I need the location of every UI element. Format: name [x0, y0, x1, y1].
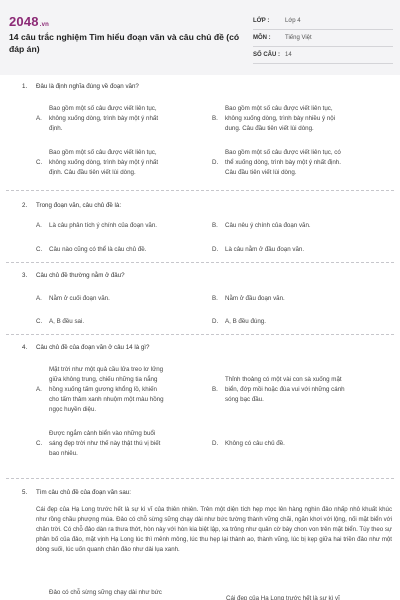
- meta-key: LỚP :: [253, 18, 270, 24]
- option-b[interactable]: [212, 221, 394, 231]
- meta-key: MÔN :: [253, 35, 271, 41]
- option-text: Không có câu chủ đề.: [225, 440, 285, 447]
- option-text: Câu nào cũng có thể là câu chủ đề.: [49, 246, 147, 253]
- question-number: 4.: [22, 344, 28, 351]
- option-line: biển, đớp mồi hoặc đùa vui với những cánh: [225, 386, 345, 393]
- option-letter: B.: [212, 386, 218, 393]
- question-text: Trong đoạn văn, câu chủ đề là:: [36, 202, 122, 209]
- option-text: Là câu phân tích ý chính của đoạn văn.: [49, 222, 158, 229]
- option-a[interactable]: [36, 588, 226, 598]
- option-letter: B.: [212, 295, 218, 302]
- option-line: không xuống dòng, trình bày một ý nhất: [49, 115, 159, 122]
- option-letter: D.: [212, 440, 219, 447]
- option-line: Bao gồm một số câu được viết liên tục,: [49, 105, 157, 112]
- reading-passage: Cái đẹp của Hạ Long trước hết là sự kì vĩ của thiên nhiên. Trên một diện tích hẹp mọc lên hàng nghìn đảo nhấp nhô khuất khúc như rồng chầu phượng múa. Đảo có chỗ sừng sững chạy dài như bức tường thành vững chãi, ngăn khơi với lộng, nối mặt biển với chân trời. Có chỗ đảo dàn ra thưa thớt, hòn này với hòn kia biệt lập, xa trông như quân cờ bày chon von trên mặt biển. Tùy theo sự phân bố của đảo, mặt vịnh Hạ Long lúc thì mênh mông, lúc thu hẹp lại thành ao, thành vũng, lúc bị kẹp giữa hai triền đảo như một dòng suối, lúc uốn quanh chân đảo như dải lụa xanh.: [36, 506, 392, 553]
- question-1: [22, 82, 392, 91]
- header: [0, 0, 400, 75]
- divider: [6, 190, 394, 191]
- option-line: sáng đẹp trời như thế này thật thú vị biết: [49, 440, 161, 447]
- option-text: A, B đều sai.: [49, 318, 85, 325]
- meta-value: 14: [285, 52, 292, 58]
- option-d[interactable]: [212, 148, 394, 178]
- option-letter: A.: [36, 386, 42, 393]
- question-text: Tìm câu chủ đề của đoạn văn sau:: [36, 489, 131, 496]
- option-letter: A.: [36, 222, 42, 229]
- option-c[interactable]: [36, 317, 206, 327]
- question-number: 1.: [22, 83, 28, 90]
- option-line: định.: [49, 125, 63, 132]
- question-number: 5.: [22, 489, 28, 496]
- meta-key: SỐ CÂU :: [253, 52, 280, 58]
- option-line: Thỉnh thoảng có một vài con sà xuống mặt: [225, 376, 342, 383]
- divider: [6, 262, 394, 263]
- option-letter: B.: [212, 222, 218, 229]
- question-5: [22, 488, 392, 497]
- question-number: 3.: [22, 272, 28, 279]
- option-letter: D.: [212, 159, 219, 166]
- option-text: Nằm ở đầu đoạn văn.: [225, 295, 285, 302]
- option-line: bao nhiêu.: [49, 450, 78, 457]
- option-text: A, B đều đúng.: [225, 318, 266, 325]
- option-letter: D.: [212, 246, 219, 253]
- meta-row-count: [253, 47, 393, 64]
- option-d[interactable]: [212, 317, 394, 327]
- option-d[interactable]: [212, 439, 394, 449]
- option-b[interactable]: [226, 594, 396, 600]
- option-d[interactable]: [212, 245, 394, 255]
- option-letter: C.: [36, 246, 43, 253]
- option-a[interactable]: [36, 294, 206, 304]
- option-a[interactable]: [36, 104, 206, 134]
- option-letter: A.: [36, 115, 42, 122]
- logo-suffix: .vn: [39, 22, 50, 28]
- option-letter: A.: [36, 295, 42, 302]
- question-4: [22, 343, 392, 352]
- option-line: không xuống dòng, trình bày một ý nhất: [49, 159, 159, 166]
- meta-value: Tiếng Việt: [285, 35, 312, 41]
- question-number: 2.: [22, 202, 28, 209]
- option-line: Được ngắm cảnh biển vào những buổi: [49, 430, 156, 437]
- option-line: giữa không trung, chiếu những tia nắng: [49, 376, 158, 383]
- option-line: không xuống dòng, trình bày nhiều ý nội: [225, 115, 336, 122]
- option-c[interactable]: [36, 245, 206, 255]
- meta-row-grade: [253, 13, 393, 30]
- option-b[interactable]: [212, 375, 394, 405]
- question-2: [22, 201, 392, 210]
- option-letter: C.: [36, 440, 43, 447]
- option-line: hồng xuống tấm gương khổng lồ, khiến: [49, 386, 157, 393]
- option-text: Nằm ở cuối đoạn văn.: [49, 295, 110, 302]
- site-logo[interactable]: [9, 14, 49, 29]
- option-line: dung. Câu đầu tiên viết lùi dòng.: [225, 125, 314, 132]
- question-text: Câu chủ đề của đoạn văn ở câu 14 là gì?: [36, 344, 150, 351]
- option-text: Đảo có chỗ sừng sững chạy dài như bức: [49, 589, 162, 596]
- option-a[interactable]: [36, 365, 206, 415]
- meta-value: Lớp 4: [285, 18, 301, 24]
- option-c[interactable]: [36, 148, 206, 178]
- option-line: Bao gồm một số câu được viết liên tục,: [225, 105, 333, 112]
- meta-row-subject: [253, 30, 393, 47]
- option-letter: C.: [36, 318, 43, 325]
- option-letter: D.: [212, 318, 219, 325]
- option-letter: C.: [36, 159, 43, 166]
- option-line: cho tấm thảm xanh nhuộm một màu hồng: [49, 396, 164, 403]
- meta-table: [253, 13, 393, 64]
- option-text: Là câu nằm ở đầu đoạn văn.: [225, 246, 305, 253]
- option-b[interactable]: [212, 104, 394, 134]
- option-b[interactable]: [212, 294, 394, 304]
- option-line: thể xuống dòng, trình bày một ý nhất định.: [225, 159, 341, 166]
- option-letter: B.: [212, 115, 218, 122]
- option-line: Mặt trời như một quả cầu lửa treo lơ lửng: [49, 366, 164, 373]
- question-text: Câu chủ đề thường nằm ở đâu?: [36, 272, 125, 279]
- divider: [6, 478, 394, 479]
- divider: [6, 334, 394, 335]
- option-text: Câu nêu ý chính của đoạn văn.: [225, 222, 311, 229]
- option-text: Cái đẹp của Hạ Long trước hết là sự kì vĩ: [226, 595, 340, 600]
- document-title: 14 câu trắc nghiệm Tìm hiểu đoạn văn và câu chủ đề (có đáp án): [9, 32, 240, 54]
- option-line: Câu đầu tiên viết lùi dòng.: [225, 169, 297, 176]
- logo-text: 2048: [9, 14, 39, 29]
- option-line: Bao gồm một số câu được viết liên tục,: [49, 149, 157, 156]
- option-c[interactable]: [36, 429, 206, 459]
- option-line: Bao gồm một số câu được viết liên tục, có: [225, 149, 341, 156]
- question-3: [22, 271, 392, 280]
- question-text: Đâu là định nghĩa đúng về đoạn văn?: [36, 83, 139, 90]
- option-a[interactable]: [36, 221, 206, 231]
- option-line: sóng bạc đầu.: [225, 396, 264, 403]
- option-line: định. Câu đầu tiên viết lùi dòng.: [49, 169, 136, 176]
- option-line: ngọc huyền diệu.: [49, 406, 97, 413]
